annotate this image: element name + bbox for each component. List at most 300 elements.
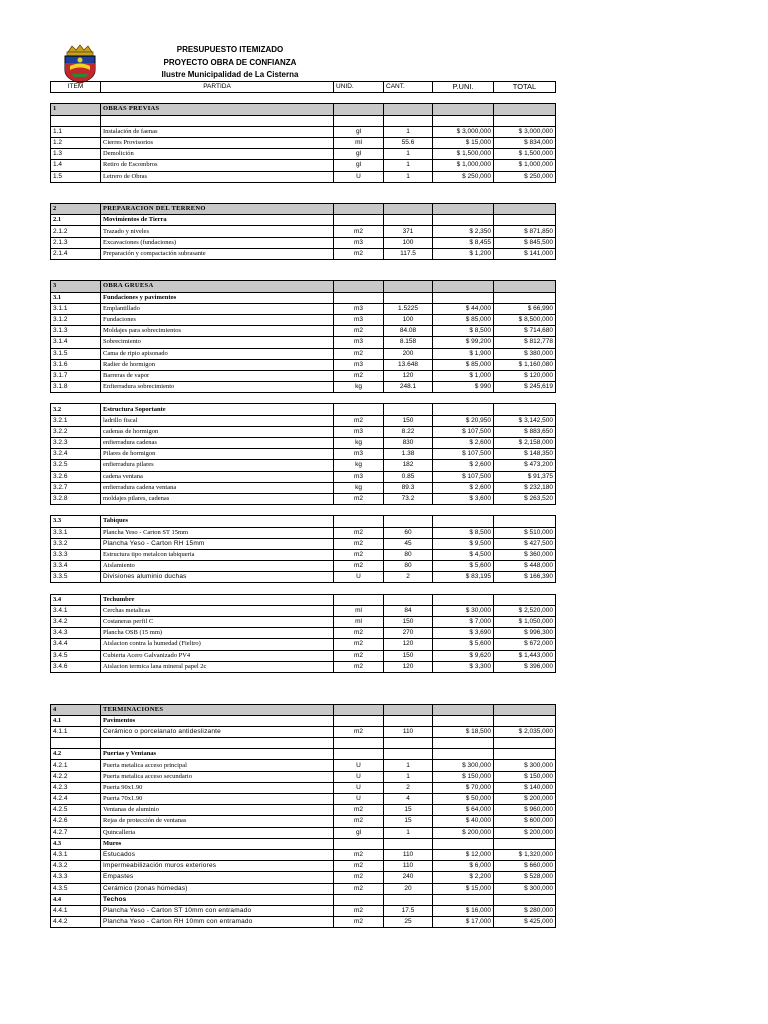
table-row <box>51 226 556 237</box>
item-unit: m2 <box>334 917 384 928</box>
subsection-row <box>51 215 556 226</box>
section-title: Estructura Soportante <box>101 404 334 415</box>
subsection-row <box>51 749 556 760</box>
section-title: Techos <box>101 894 334 905</box>
item-code: 1.3 <box>51 149 101 160</box>
item-quantity: 80 <box>384 549 433 560</box>
item-total: $ 263,520 <box>494 493 556 504</box>
item-code: 3.1.1 <box>51 303 101 314</box>
item-code: 3.1.3 <box>51 326 101 337</box>
empty-cell <box>433 838 494 849</box>
item-quantity: 15 <box>384 805 433 816</box>
item-quantity: 120 <box>384 639 433 650</box>
spacer-row <box>51 683 556 693</box>
empty-cell <box>334 104 384 115</box>
item-unit-price: $ 16,000 <box>433 905 494 916</box>
item-code: 4.2.6 <box>51 816 101 827</box>
item-total: $ 148,350 <box>494 449 556 460</box>
table-row <box>51 303 556 314</box>
item-code: 3.1.4 <box>51 337 101 348</box>
item-code: 3.1.6 <box>51 359 101 370</box>
item-quantity: 84 <box>384 605 433 616</box>
spacer-row <box>51 270 556 281</box>
item-unit-price: $ 12,000 <box>433 849 494 860</box>
item-unit: m2 <box>334 816 384 827</box>
item-total: $ 1,443,000 <box>494 650 556 661</box>
item-unit: U <box>334 771 384 782</box>
item-description: Puerta metalica acceso secundario <box>101 771 334 782</box>
item-total: $ 245,619 <box>494 382 556 393</box>
empty-cell <box>334 738 384 749</box>
item-description: Divisiones aluminio duchas <box>101 572 334 583</box>
table-row <box>51 160 556 171</box>
item-total: $ 3,142,500 <box>494 415 556 426</box>
subsection-row <box>51 715 556 726</box>
item-unit-price: $ 70,000 <box>433 782 494 793</box>
table-row <box>51 337 556 348</box>
item-total: $ 672,000 <box>494 639 556 650</box>
item-total: $ 600,000 <box>494 816 556 827</box>
item-unit: U <box>334 171 384 182</box>
item-description: Enfierradura sobrecimiento <box>101 382 334 393</box>
subsection-row <box>51 594 556 605</box>
empty-cell <box>384 292 433 303</box>
empty-cell <box>494 292 556 303</box>
item-description: Cierres Provisorios <box>101 137 334 148</box>
item-code: 3.1.2 <box>51 314 101 325</box>
item-unit: m3 <box>334 449 384 460</box>
table-row <box>51 348 556 359</box>
item-total: $ 427,500 <box>494 538 556 549</box>
table-row <box>51 438 556 449</box>
item-code: 3.1.5 <box>51 348 101 359</box>
item-description: Emplantillado <box>101 303 334 314</box>
item-total: $ 91,375 <box>494 471 556 482</box>
empty-cell <box>433 516 494 527</box>
table-row <box>51 237 556 248</box>
section-title: Tabiques <box>101 516 334 527</box>
item-quantity: 17.5 <box>384 905 433 916</box>
item-code: 3.2.7 <box>51 482 101 493</box>
item-code: 3.4.2 <box>51 617 101 628</box>
item-unit-price: $ 3,000,000 <box>433 126 494 137</box>
item-unit-price: $ 300,000 <box>433 760 494 771</box>
item-description: Empastes <box>101 872 334 883</box>
item-quantity: 15 <box>384 816 433 827</box>
table-row <box>51 905 556 916</box>
item-quantity: 110 <box>384 849 433 860</box>
item-code: 3.3.4 <box>51 561 101 572</box>
item-quantity: 110 <box>384 861 433 872</box>
item-code: 4.2.3 <box>51 782 101 793</box>
empty-cell <box>384 215 433 226</box>
empty-cell <box>433 704 494 715</box>
subsection-row <box>51 838 556 849</box>
item-quantity: 0.85 <box>384 471 433 482</box>
spacer-row <box>51 393 556 404</box>
item-quantity: 100 <box>384 314 433 325</box>
budget-table <box>50 81 556 928</box>
spacer-row <box>51 693 556 704</box>
item-description: enfierradura cadenas <box>101 438 334 449</box>
item-total: $ 1,320,000 <box>494 849 556 860</box>
spacer-cell <box>51 393 556 404</box>
empty-cell <box>433 738 494 749</box>
item-unit: m2 <box>334 883 384 894</box>
column-header-cant: CANT. <box>384 82 433 93</box>
item-unit: m3 <box>334 359 384 370</box>
item-unit: m2 <box>334 726 384 737</box>
column-header-row <box>51 82 556 93</box>
item-unit-price: $ 85,000 <box>433 314 494 325</box>
spacer-cell <box>51 182 556 193</box>
table-row <box>51 471 556 482</box>
item-quantity: 4 <box>384 794 433 805</box>
item-code: 4.2.1 <box>51 760 101 771</box>
item-unit-price: $ 2,350 <box>433 226 494 237</box>
empty-cell <box>433 104 494 115</box>
empty-cell <box>384 749 433 760</box>
table-row <box>51 760 556 771</box>
item-description: Impermeabilización muros exteriores <box>101 861 334 872</box>
item-unit-price: $ 2,600 <box>433 482 494 493</box>
section-code: 2.1 <box>51 215 101 226</box>
item-code: 3.2.5 <box>51 460 101 471</box>
empty-cell <box>494 404 556 415</box>
item-code: 3.3.3 <box>51 549 101 560</box>
item-total: $ 141,000 <box>494 248 556 259</box>
item-code: 3.2.1 <box>51 415 101 426</box>
empty-cell <box>494 115 556 126</box>
item-unit-price: $ 8,500 <box>433 527 494 538</box>
item-unit-price: $ 64,000 <box>433 805 494 816</box>
item-unit: m2 <box>334 861 384 872</box>
table-row <box>51 538 556 549</box>
item-description: Trazado y niveles <box>101 226 334 237</box>
empty-cell <box>384 115 433 126</box>
empty-cell <box>334 516 384 527</box>
item-total: $ 120,000 <box>494 370 556 381</box>
section-code: 3 <box>51 281 101 292</box>
item-code: 3.1.8 <box>51 382 101 393</box>
table-row <box>51 149 556 160</box>
section-row <box>51 704 556 715</box>
item-unit-price: $ 107,500 <box>433 471 494 482</box>
section-code: 3.1 <box>51 292 101 303</box>
empty-cell <box>334 838 384 849</box>
item-quantity: 1 <box>384 149 433 160</box>
item-unit: m2 <box>334 561 384 572</box>
table-row <box>51 527 556 538</box>
empty-cell <box>494 738 556 749</box>
table-row <box>51 816 556 827</box>
item-code: 4.3.2 <box>51 861 101 872</box>
item-description: Puerta 90x1.90 <box>101 782 334 793</box>
item-unit-price: $ 15,000 <box>433 137 494 148</box>
empty-cell <box>494 749 556 760</box>
item-unit-price: $ 50,000 <box>433 794 494 805</box>
subsection-row <box>51 292 556 303</box>
item-total: $ 396,000 <box>494 661 556 672</box>
item-description: Sobrecimiento <box>101 337 334 348</box>
item-total: $ 280,000 <box>494 905 556 916</box>
section-title: TERMINACIONES <box>101 704 334 715</box>
item-code: 3.3.2 <box>51 538 101 549</box>
item-total: $ 3,000,000 <box>494 126 556 137</box>
item-unit: m2 <box>334 639 384 650</box>
section-code: 4.2 <box>51 749 101 760</box>
item-description: Cerámico (zonas húmedas) <box>101 883 334 894</box>
item-description: Quincalleria <box>101 827 334 838</box>
section-code: 3.3 <box>51 516 101 527</box>
item-description: Radier de hormigon <box>101 359 334 370</box>
item-unit-price: $ 6,000 <box>433 861 494 872</box>
item-description: Costaneras perfil C <box>101 617 334 628</box>
item-description: moldajes pilares, cadenas <box>101 493 334 504</box>
table-row <box>51 382 556 393</box>
item-quantity: 1 <box>384 771 433 782</box>
item-description: Estructura tipo metalcon tabiqueria <box>101 549 334 560</box>
item-total: $ 140,000 <box>494 782 556 793</box>
spacer-cell <box>51 193 556 204</box>
item-unit-price: $ 5,600 <box>433 561 494 572</box>
item-unit: U <box>334 760 384 771</box>
spacer-cell <box>51 505 556 516</box>
item-unit: m2 <box>334 370 384 381</box>
table-row <box>51 617 556 628</box>
item-unit-price: $ 18,500 <box>433 726 494 737</box>
item-code: 3.2.4 <box>51 449 101 460</box>
empty-cell <box>334 404 384 415</box>
item-code: 4.3.1 <box>51 849 101 860</box>
item-unit: m2 <box>334 628 384 639</box>
empty-cell <box>51 738 101 749</box>
spacer-row <box>51 182 556 193</box>
table-row <box>51 628 556 639</box>
item-total: $ 1,160,080 <box>494 359 556 370</box>
item-unit-price: $ 150,000 <box>433 771 494 782</box>
item-unit-price: $ 990 <box>433 382 494 393</box>
empty-cell <box>384 404 433 415</box>
spacer-row <box>51 672 556 683</box>
section-code: 4.4 <box>51 894 101 905</box>
subsection-row <box>51 404 556 415</box>
empty-cell <box>384 704 433 715</box>
empty-cell <box>494 104 556 115</box>
item-description: Moldajes para sobrecimientos <box>101 326 334 337</box>
item-total: $ 200,000 <box>494 794 556 805</box>
section-code: 4.1 <box>51 715 101 726</box>
item-total: $ 960,000 <box>494 805 556 816</box>
item-total: $ 250,000 <box>494 171 556 182</box>
item-description: enfierradura pilares <box>101 460 334 471</box>
item-code: 3.2.8 <box>51 493 101 504</box>
item-total: $ 845,500 <box>494 237 556 248</box>
item-unit-price: $ 8,500 <box>433 326 494 337</box>
spacer-row <box>51 193 556 204</box>
item-code: 4.3.5 <box>51 883 101 894</box>
project-name: PROYECTO OBRA DE CONFIANZA <box>163 58 297 67</box>
empty-cell <box>384 838 433 849</box>
column-header-item: ITEM <box>51 82 101 93</box>
table-row <box>51 917 556 928</box>
item-unit-price: $ 2,200 <box>433 872 494 883</box>
empty-cell <box>433 281 494 292</box>
item-description: Plancha Yeso - Carton ST 10mm con entramado <box>101 905 334 916</box>
item-description: Plancha Yeso - Carton RH 15mm <box>101 538 334 549</box>
item-total: $ 166,390 <box>494 572 556 583</box>
section-row <box>51 281 556 292</box>
spacer-row <box>51 93 556 104</box>
item-unit: m2 <box>334 849 384 860</box>
spacer-row <box>51 505 556 516</box>
item-description: Instalación de faenas <box>101 126 334 137</box>
item-description: Estucados <box>101 849 334 860</box>
item-code: 4.3.3 <box>51 872 101 883</box>
table-row <box>51 248 556 259</box>
column-header-total: TOTAL <box>494 82 556 93</box>
empty-cell <box>101 115 334 126</box>
subsection-row <box>51 894 556 905</box>
item-quantity: 248.1 <box>384 382 433 393</box>
item-code: 4.4.2 <box>51 917 101 928</box>
item-code: 2.1.2 <box>51 226 101 237</box>
table-row <box>51 771 556 782</box>
item-description: Plancha OSB (15 mm) <box>101 628 334 639</box>
item-unit: kg <box>334 438 384 449</box>
item-unit-price: $ 9,500 <box>433 538 494 549</box>
item-description: ladrillo fiscal <box>101 415 334 426</box>
section-code: 3.4 <box>51 594 101 605</box>
item-description: Plancha Yeso - Carton ST 15mm <box>101 527 334 538</box>
item-description: Puerta metalica acceso principal <box>101 760 334 771</box>
item-code: 3.3.1 <box>51 527 101 538</box>
item-quantity: 89.3 <box>384 482 433 493</box>
table-row <box>51 426 556 437</box>
item-total: $ 200,000 <box>494 827 556 838</box>
item-description: Cerámico o porcelanato antideslizante <box>101 726 334 737</box>
item-quantity: 84.08 <box>384 326 433 337</box>
item-quantity: 1 <box>384 126 433 137</box>
empty-cell <box>433 115 494 126</box>
empty-cell <box>334 215 384 226</box>
empty-row <box>51 738 556 749</box>
item-unit: m2 <box>334 661 384 672</box>
spacer-cell <box>51 672 556 683</box>
column-header-partida: PARTIDA <box>101 82 334 93</box>
item-description: Cerchas metalicas <box>101 605 334 616</box>
spacer-row <box>51 583 556 594</box>
section-title: Muros <box>101 838 334 849</box>
item-total: $ 714,680 <box>494 326 556 337</box>
item-unit: gl <box>334 149 384 160</box>
item-unit: m2 <box>334 905 384 916</box>
table-row <box>51 549 556 560</box>
item-quantity: 182 <box>384 460 433 471</box>
section-row <box>51 104 556 115</box>
item-unit: m3 <box>334 303 384 314</box>
section-title: Pavimentos <box>101 715 334 726</box>
item-quantity: 270 <box>384 628 433 639</box>
item-description: Pilares de hormigon <box>101 449 334 460</box>
item-quantity: 13.648 <box>384 359 433 370</box>
section-row <box>51 204 556 215</box>
section-title: Techumbre <box>101 594 334 605</box>
item-total: $ 871,850 <box>494 226 556 237</box>
item-total: $ 425,000 <box>494 917 556 928</box>
item-description: Cama de ripio apisonado <box>101 348 334 359</box>
item-total: $ 360,000 <box>494 549 556 560</box>
empty-cell <box>433 749 494 760</box>
section-code: 3.2 <box>51 404 101 415</box>
table-row <box>51 639 556 650</box>
item-quantity: 120 <box>384 370 433 381</box>
spacer-cell <box>51 93 556 104</box>
item-quantity: 1 <box>384 171 433 182</box>
item-unit-price: $ 8,455 <box>433 237 494 248</box>
item-unit-price: $ 4,500 <box>433 549 494 560</box>
empty-cell <box>494 894 556 905</box>
empty-cell <box>334 115 384 126</box>
section-title: Movimientos de Tierra <box>101 215 334 226</box>
item-description: enfierradura cadena ventana <box>101 482 334 493</box>
item-code: 4.2.5 <box>51 805 101 816</box>
empty-row <box>51 115 556 126</box>
item-total: $ 473,200 <box>494 460 556 471</box>
section-title: OBRAS PREVIAS <box>101 104 334 115</box>
item-unit: gl <box>334 160 384 171</box>
empty-cell <box>334 894 384 905</box>
item-total: $ 448,000 <box>494 561 556 572</box>
empty-cell <box>433 894 494 905</box>
item-code: 4.1.1 <box>51 726 101 737</box>
item-unit: m2 <box>334 493 384 504</box>
empty-cell <box>384 894 433 905</box>
item-total: $ 300,000 <box>494 760 556 771</box>
item-unit-price: $ 9,620 <box>433 650 494 661</box>
item-total: $ 510,000 <box>494 527 556 538</box>
item-unit: m2 <box>334 538 384 549</box>
item-unit: m2 <box>334 650 384 661</box>
item-unit-price: $ 1,500,000 <box>433 149 494 160</box>
item-total: $ 150,000 <box>494 771 556 782</box>
item-code: 4.2.2 <box>51 771 101 782</box>
spacer-row <box>51 260 556 271</box>
item-quantity: 1.5225 <box>384 303 433 314</box>
empty-cell <box>334 749 384 760</box>
item-unit-price: $ 107,500 <box>433 426 494 437</box>
item-unit-price: $ 1,900 <box>433 348 494 359</box>
item-description: Retiro de Escombros <box>101 160 334 171</box>
empty-cell <box>384 281 433 292</box>
item-unit: gl <box>334 126 384 137</box>
item-description: Letrero de Obras <box>101 171 334 182</box>
empty-cell <box>384 715 433 726</box>
item-unit: m2 <box>334 872 384 883</box>
item-total: $ 1,500,000 <box>494 149 556 160</box>
item-quantity: 2 <box>384 782 433 793</box>
empty-cell <box>433 215 494 226</box>
table-row <box>51 561 556 572</box>
item-code: 4.2.7 <box>51 827 101 838</box>
item-total: $ 232,180 <box>494 482 556 493</box>
table-row <box>51 326 556 337</box>
item-quantity: 8.158 <box>384 337 433 348</box>
item-code: 2.1.3 <box>51 237 101 248</box>
empty-cell <box>334 204 384 215</box>
item-description: cadenas de hormigon <box>101 426 334 437</box>
item-description: Aislamiento <box>101 561 334 572</box>
